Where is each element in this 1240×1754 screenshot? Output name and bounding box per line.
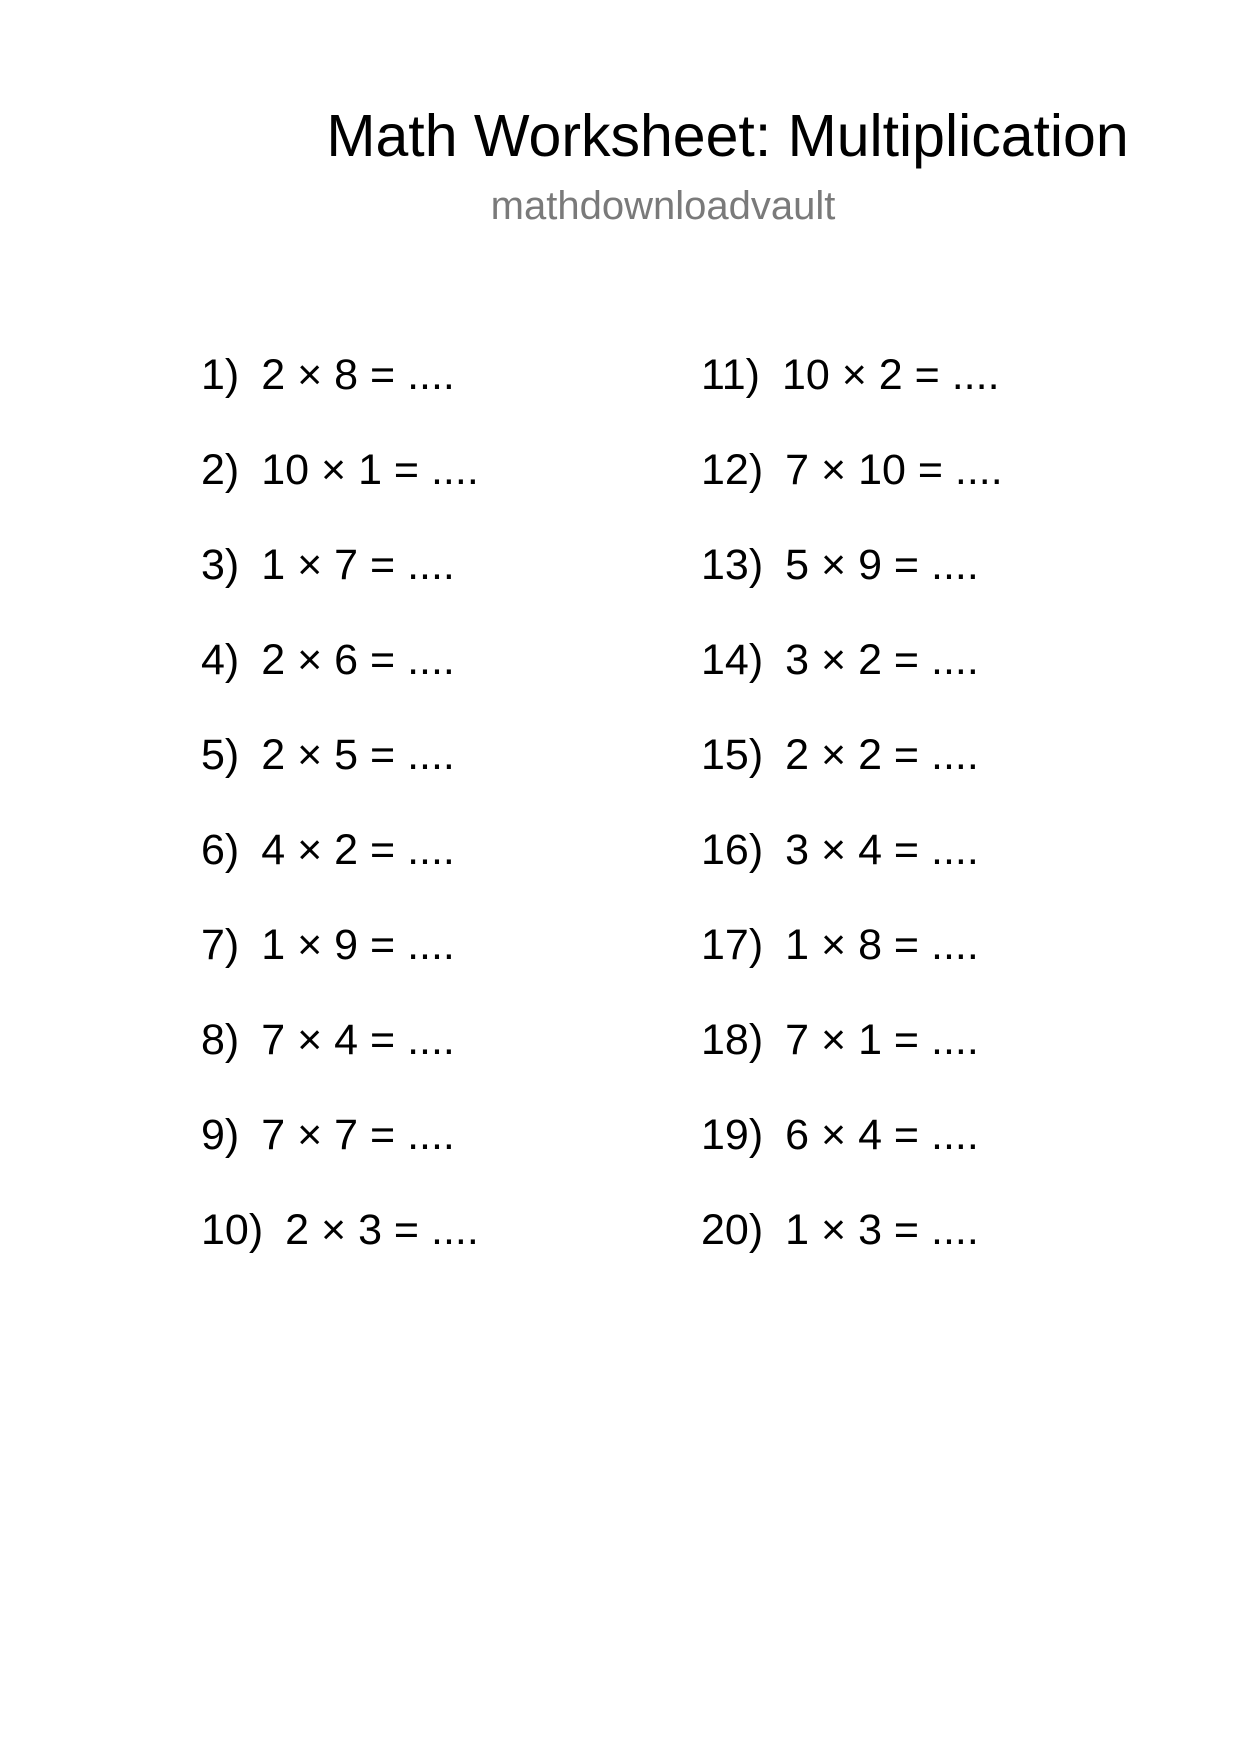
problem-item bbox=[701, 628, 1003, 723]
problem-number: 7) bbox=[201, 921, 240, 969]
problem-expression: 7 × 4 = .... bbox=[261, 1016, 455, 1064]
problem-item bbox=[201, 438, 479, 533]
problem-expression: 6 × 4 = .... bbox=[785, 1111, 979, 1159]
problem-number: 15) bbox=[701, 731, 764, 779]
problem-number: 12) bbox=[701, 446, 764, 494]
source-subtitle: mathdownloadvault bbox=[490, 184, 836, 228]
problem-expression: 2 × 2 = .... bbox=[785, 731, 979, 779]
problem-expression: 2 × 6 = .... bbox=[261, 636, 455, 684]
problem-number: 8) bbox=[201, 1016, 240, 1064]
problem-expression: 7 × 1 = .... bbox=[785, 1016, 979, 1064]
problem-number: 16) bbox=[701, 826, 764, 874]
problem-number: 2) bbox=[201, 446, 240, 494]
problem-expression: 10 × 2 = .... bbox=[781, 351, 1000, 399]
problem-list-left bbox=[201, 343, 479, 1293]
problem-item bbox=[201, 818, 479, 913]
problem-number: 1) bbox=[201, 351, 240, 399]
problem-item bbox=[701, 1103, 1003, 1198]
problem-item bbox=[201, 628, 479, 723]
problem-list-right bbox=[701, 343, 1003, 1293]
problem-expression: 1 × 3 = .... bbox=[785, 1206, 979, 1254]
problem-number: 20) bbox=[701, 1206, 764, 1254]
problem-number: 6) bbox=[201, 826, 240, 874]
problem-expression: 4 × 2 = .... bbox=[261, 826, 455, 874]
problem-expression: 3 × 2 = .... bbox=[785, 636, 979, 684]
page-title: Math Worksheet: Multiplication bbox=[326, 103, 1129, 169]
problem-number: 11) bbox=[701, 351, 760, 399]
problem-number: 18) bbox=[701, 1016, 764, 1064]
problem-expression: 2 × 3 = .... bbox=[285, 1206, 479, 1254]
problem-expression: 1 × 9 = .... bbox=[261, 921, 455, 969]
problem-number: 19) bbox=[701, 1111, 764, 1159]
problem-expression: 7 × 10 = .... bbox=[785, 446, 1003, 494]
problem-item bbox=[701, 438, 1003, 533]
problem-number: 3) bbox=[201, 541, 240, 589]
problem-item bbox=[201, 343, 479, 438]
problem-item bbox=[701, 1198, 1003, 1293]
problem-expression: 2 × 8 = .... bbox=[261, 351, 455, 399]
problem-item bbox=[701, 723, 1003, 818]
problem-expression: 5 × 9 = .... bbox=[785, 541, 979, 589]
problem-item bbox=[701, 1008, 1003, 1103]
problem-item bbox=[201, 1198, 479, 1293]
problem-expression: 7 × 7 = .... bbox=[261, 1111, 455, 1159]
problem-item bbox=[701, 533, 1003, 628]
problem-expression: 2 × 5 = .... bbox=[261, 731, 455, 779]
problem-number: 9) bbox=[201, 1111, 240, 1159]
problem-number: 17) bbox=[701, 921, 764, 969]
problem-item bbox=[201, 1008, 479, 1103]
problem-item bbox=[201, 723, 479, 818]
problem-item bbox=[201, 533, 479, 628]
problem-number: 5) bbox=[201, 731, 240, 779]
problem-expression: 1 × 8 = .... bbox=[785, 921, 979, 969]
problem-item bbox=[701, 818, 1003, 913]
problem-item bbox=[201, 913, 479, 1008]
problem-expression: 10 × 1 = .... bbox=[261, 446, 479, 494]
problem-number: 14) bbox=[701, 636, 764, 684]
problem-number: 4) bbox=[201, 636, 240, 684]
problem-number: 10) bbox=[201, 1206, 264, 1254]
problem-item bbox=[701, 343, 1003, 438]
problem-expression: 3 × 4 = .... bbox=[785, 826, 979, 874]
problem-item bbox=[201, 1103, 479, 1198]
problem-expression: 1 × 7 = .... bbox=[261, 541, 455, 589]
problem-number: 13) bbox=[701, 541, 764, 589]
problem-item bbox=[701, 913, 1003, 1008]
